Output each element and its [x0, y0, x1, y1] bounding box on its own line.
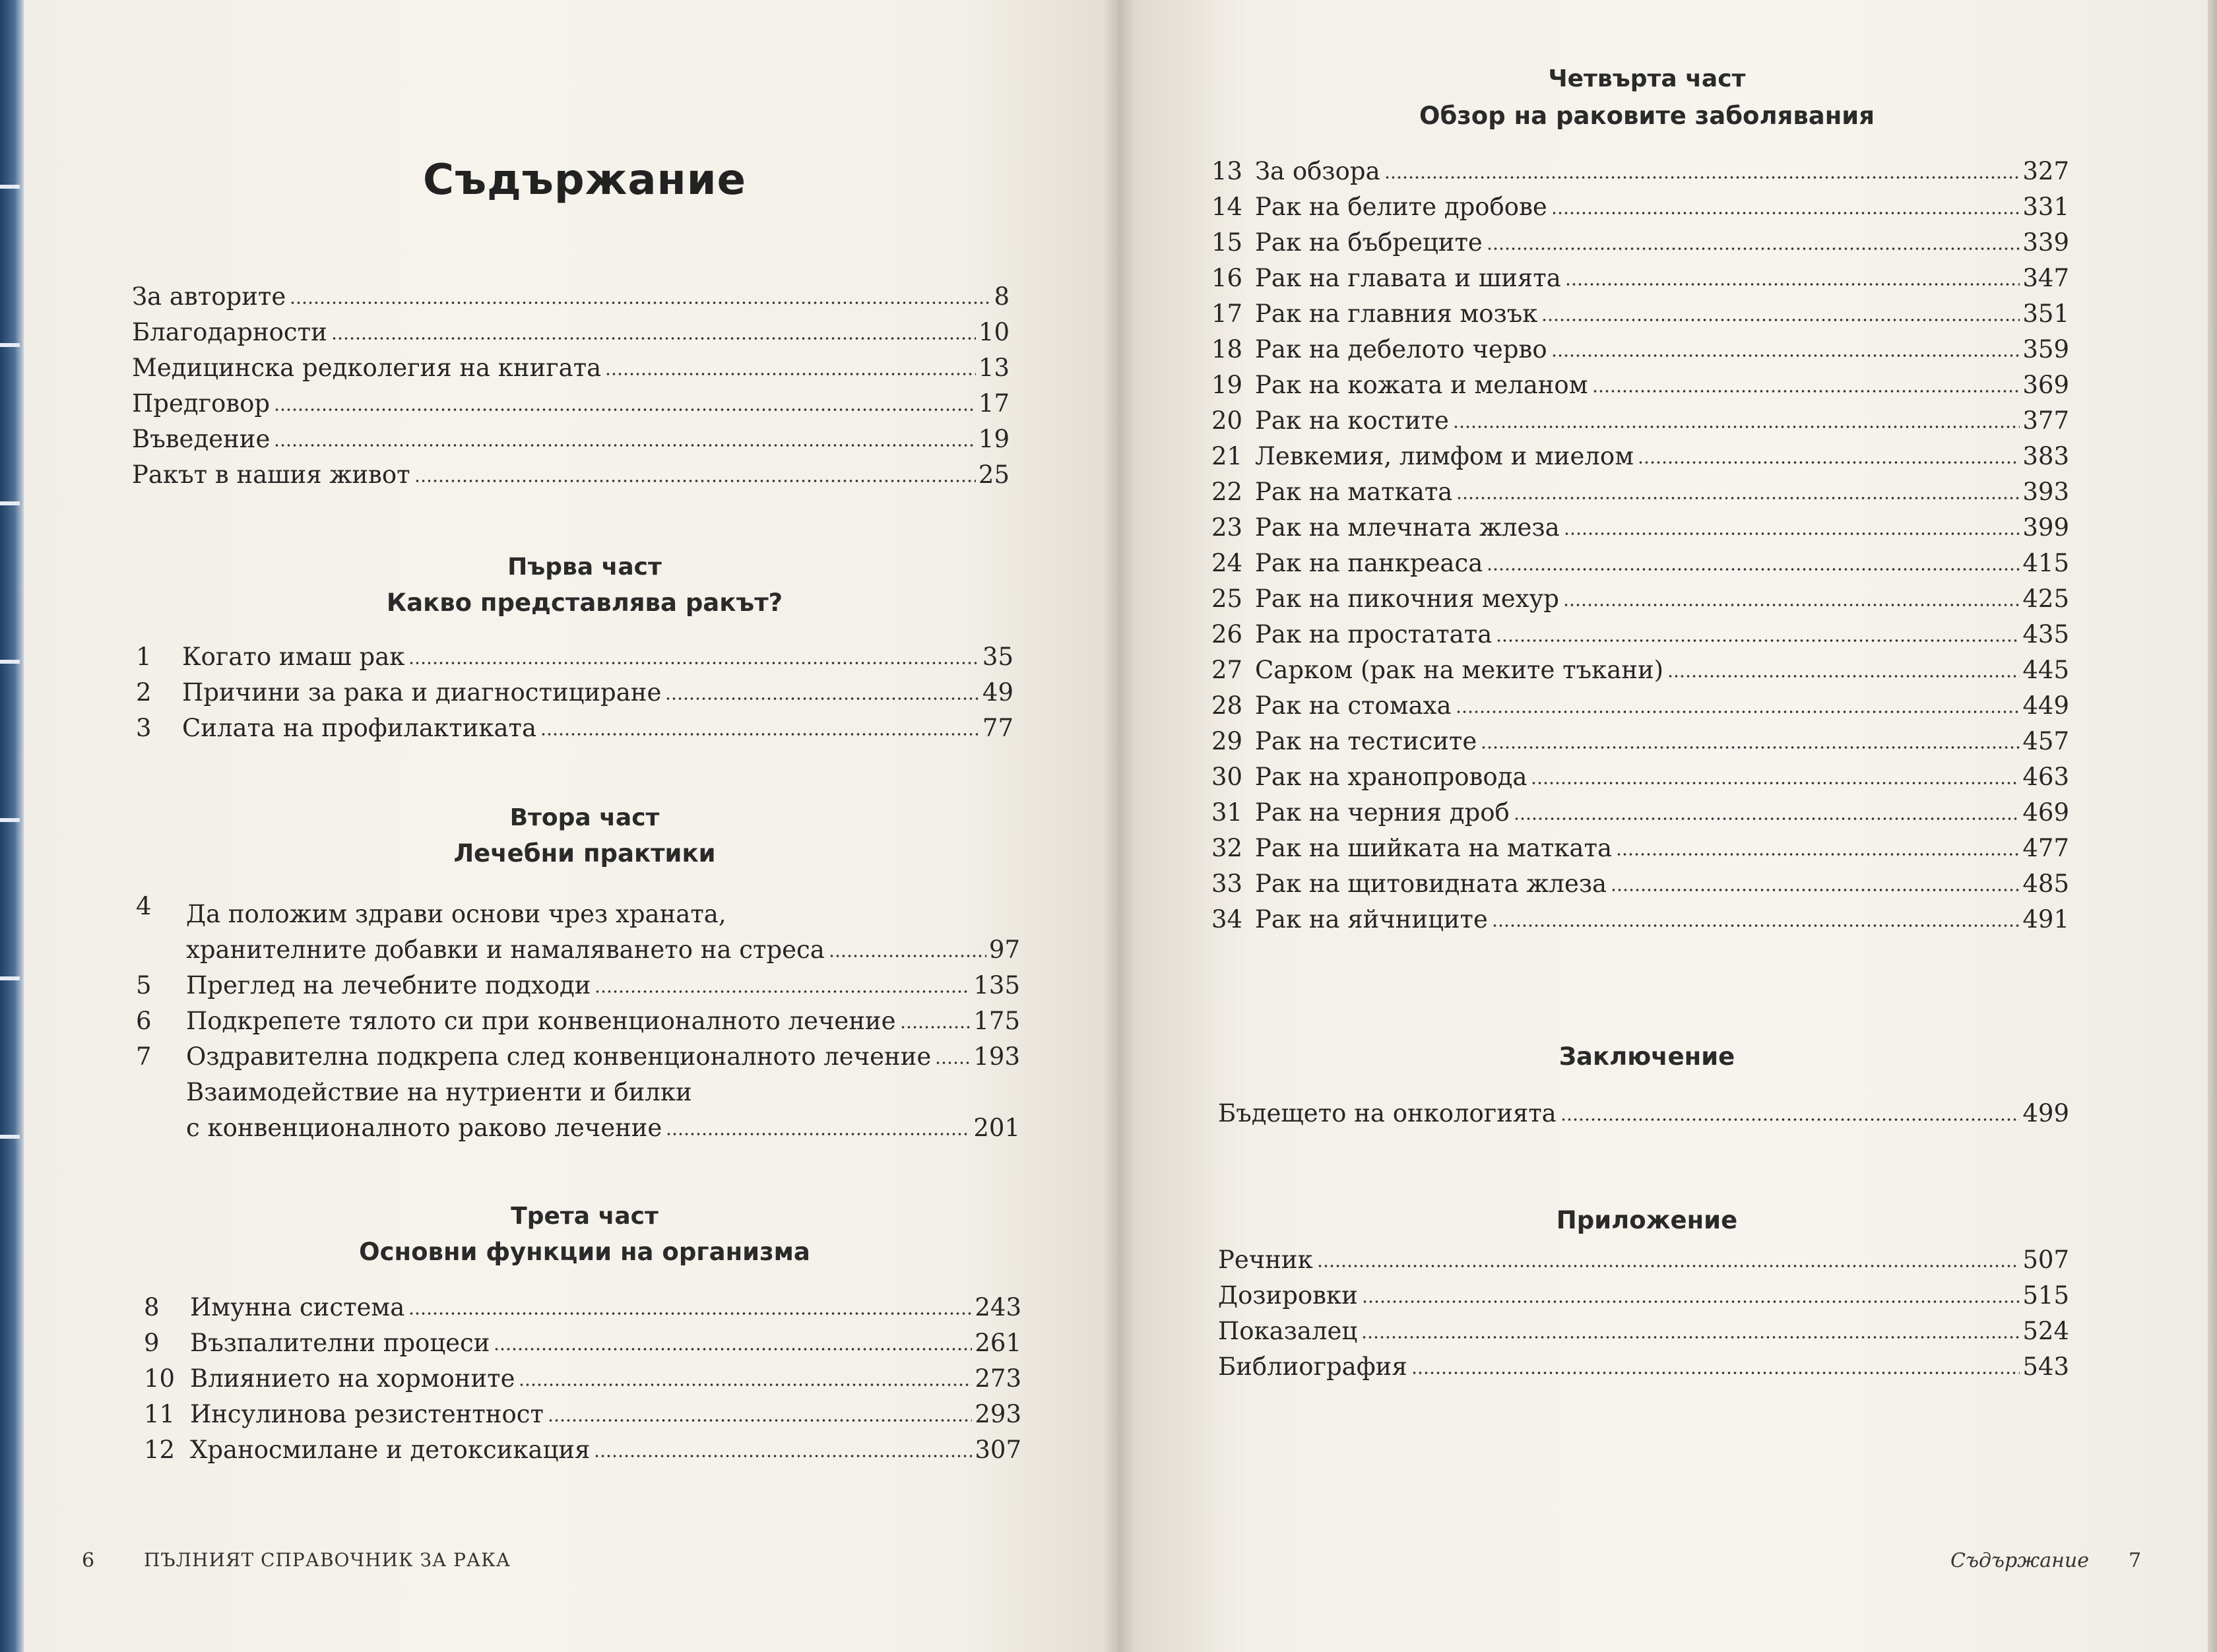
leader-dots — [605, 372, 976, 376]
toc-entry: 15 Рак на бъбреците 339 — [1211, 228, 2069, 257]
toc-entry: 16 Рак на главата и шията 347 — [1211, 264, 2069, 292]
leader-dots — [1565, 282, 2020, 286]
leader-dots — [1563, 603, 2020, 607]
leader-dots — [1492, 924, 2020, 928]
leader-dots — [494, 1347, 972, 1351]
section-title: Заключение — [1558, 1042, 1735, 1071]
toc-entry: За авторите 8 — [132, 282, 1010, 311]
toc-entry: 12 Храносмилане и детоксикация 307 — [144, 1436, 1021, 1464]
part-label: Четвърта част — [1548, 65, 1746, 92]
toc-entry: 19 Рак на кожата и меланом 369 — [1211, 371, 2069, 399]
toc-entry: 24 Рак на панкреаса 415 — [1211, 549, 2069, 577]
toc-entry: 6 Подкрепете тялото си при конвенционалното лечение 175 — [136, 1007, 1020, 1035]
leader-dots — [1453, 425, 2020, 429]
leader-dots — [1481, 746, 2020, 749]
part-label: Трета част — [511, 1203, 659, 1230]
toc-entry: 3 Силата на профилактиката 77 — [136, 714, 1013, 742]
cover-edge-line — [0, 976, 20, 980]
toc-entry: 14 Рак на белите дробове 331 — [1211, 193, 2069, 221]
leader-dots — [1611, 888, 2020, 892]
running-title: Съдържание — [1950, 1549, 2089, 1572]
toc-entry: 17 Рак на главния мозък 351 — [1211, 300, 2069, 328]
toc-entry: 25 Рак на пикочния мехур 425 — [1211, 585, 2069, 613]
toc-entry: 5 Преглед на лечебните подходи 135 — [136, 971, 1020, 1000]
toc-entry: 26 Рак на простатата 435 — [1211, 620, 2069, 649]
section-title: Приложение — [1556, 1206, 1738, 1234]
page-title: Съдържание — [423, 156, 746, 205]
part-title: Обзор на раковите заболявания — [1419, 102, 1875, 130]
leader-dots — [274, 408, 976, 412]
leader-dots — [1531, 781, 2020, 785]
toc-entry: 10 Влиянието на хормоните 273 — [144, 1364, 1021, 1393]
toc-entry: 23 Рак на млечната жлеза 399 — [1211, 513, 2069, 542]
toc-entry: 18 Рак на дебелото черво 359 — [1211, 335, 2069, 364]
leader-dots — [290, 301, 991, 305]
toc-entry: 31 Рак на черния дроб 469 — [1211, 798, 2069, 827]
leader-dots — [1564, 532, 2020, 536]
toc-entry: 29 Рак на тестисите 457 — [1211, 727, 2069, 755]
leader-dots — [594, 990, 971, 994]
left-page — [24, 0, 1119, 1652]
toc-entry: 9 Възпалителни процеси 261 — [144, 1329, 1021, 1357]
page-number: 7 — [2129, 1549, 2142, 1572]
leader-dots — [274, 443, 976, 447]
cover-edge-line — [0, 343, 20, 347]
toc-entry: Показалец 524 — [1218, 1317, 2069, 1345]
toc-entry: 27 Сарком (рак на меките тъкани) 445 — [1211, 656, 2069, 684]
leader-dots — [1384, 175, 2020, 179]
part-label: Първа част — [507, 554, 662, 581]
toc-entry: 13 За обзора 327 — [1211, 157, 2069, 185]
leader-dots — [1616, 852, 2020, 856]
leader-dots — [1560, 1118, 2020, 1122]
book-cover-edge — [0, 0, 24, 1652]
leader-dots — [900, 1025, 971, 1029]
leader-dots — [935, 1061, 971, 1065]
toc-entry: 20 Рак на костите 377 — [1211, 406, 2069, 435]
toc-entry: Предговор 17 — [132, 389, 1010, 418]
toc-entry: Бъдещето на онкологията 499 — [1218, 1099, 2069, 1128]
toc-entry: 33 Рак на щитовидната жлеза 485 — [1211, 870, 2069, 898]
leader-dots — [1667, 674, 2020, 678]
toc-entry: 22 Рак на матката 393 — [1211, 478, 2069, 506]
leader-dots — [1487, 247, 2020, 251]
toc-entry: Въведение 19 — [132, 425, 1010, 453]
toc-entry: 1 Когато имаш рак 35 — [136, 643, 1013, 671]
toc-entry: 7 Оздравителна подкрепа след конвенционалното лечение 193 — [136, 1042, 1020, 1071]
toc-entry: Медицинска редколегия на книгата 13 — [132, 354, 1010, 382]
leader-dots — [408, 661, 980, 665]
part-title: Основни функции на организма — [359, 1238, 810, 1266]
toc-entry: 8 Имунна система 243 — [144, 1293, 1021, 1321]
leader-dots — [548, 1418, 972, 1422]
leader-dots — [1638, 461, 2020, 464]
book-gutter — [1103, 0, 1135, 1652]
toc-entry: 21 Левкемия, лимфом и миелом 383 — [1211, 442, 2069, 470]
leader-dots — [1487, 567, 2020, 571]
leader-dots — [1551, 354, 2020, 358]
leader-dots — [414, 479, 976, 483]
leader-dots — [1592, 389, 2020, 393]
leader-dots — [1514, 817, 2020, 821]
leader-dots — [665, 697, 980, 701]
leader-dots — [1317, 1264, 2020, 1268]
leader-dots — [594, 1454, 972, 1458]
toc-entry: Взаимодействие на нутриенти и билки с конвенционалното раково лечение 201 — [186, 1078, 1020, 1142]
leader-dots — [1496, 639, 2020, 643]
leader-dots — [331, 336, 976, 340]
cover-edge-line — [0, 1135, 20, 1139]
cover-edge-line — [0, 501, 20, 505]
toc-entry: Речник 507 — [1218, 1246, 2069, 1274]
toc-entry: 4 Да положим здрави основи чрез храната, хранителните добавки и намаляването на стреса 97 — [136, 892, 1020, 964]
leader-dots — [1411, 1371, 2020, 1375]
toc-entry: 34 Рак на яйчниците 491 — [1211, 905, 2069, 934]
leader-dots — [1361, 1335, 2020, 1339]
cover-edge-line — [0, 818, 20, 822]
page-edge — [2208, 0, 2217, 1652]
toc-entry: Дозировки 515 — [1218, 1281, 2069, 1310]
cover-edge-line — [0, 660, 20, 664]
toc-entry: 28 Рак на стомаха 449 — [1211, 691, 2069, 720]
toc-entry: Благодарности 10 — [132, 318, 1010, 346]
leader-dots — [829, 954, 986, 958]
right-page — [1119, 0, 2217, 1652]
toc-entry: 11 Инсулинова резистентност 293 — [144, 1400, 1021, 1428]
toc-entry: 32 Рак на шийката на матката 477 — [1211, 834, 2069, 862]
leader-dots — [1541, 318, 2020, 322]
toc-entry: Ракът в нашия живот 25 — [132, 461, 1010, 489]
leader-dots — [540, 732, 980, 736]
toc-entry: 30 Рак на хранопровода 463 — [1211, 763, 2069, 791]
leader-dots — [1551, 211, 2020, 215]
page-number: 6 — [82, 1549, 96, 1572]
part-title: Лечебни практики — [453, 839, 716, 868]
leader-dots — [1362, 1300, 2020, 1304]
leader-dots — [1456, 710, 2020, 714]
part-title: Какво представлява ракът? — [386, 588, 783, 617]
leader-dots — [408, 1312, 972, 1316]
leader-dots — [666, 1132, 971, 1136]
cover-edge-line — [0, 185, 20, 189]
leader-dots — [519, 1383, 972, 1387]
running-title: ПЪЛНИЯТ СПРАВОЧНИК ЗА РАКА — [144, 1549, 511, 1571]
part-label: Втора част — [509, 804, 660, 831]
leader-dots — [1456, 496, 2020, 500]
toc-entry: Библиография 543 — [1218, 1352, 2069, 1381]
toc-entry: 2 Причини за рака и диагностициране 49 — [136, 678, 1013, 707]
